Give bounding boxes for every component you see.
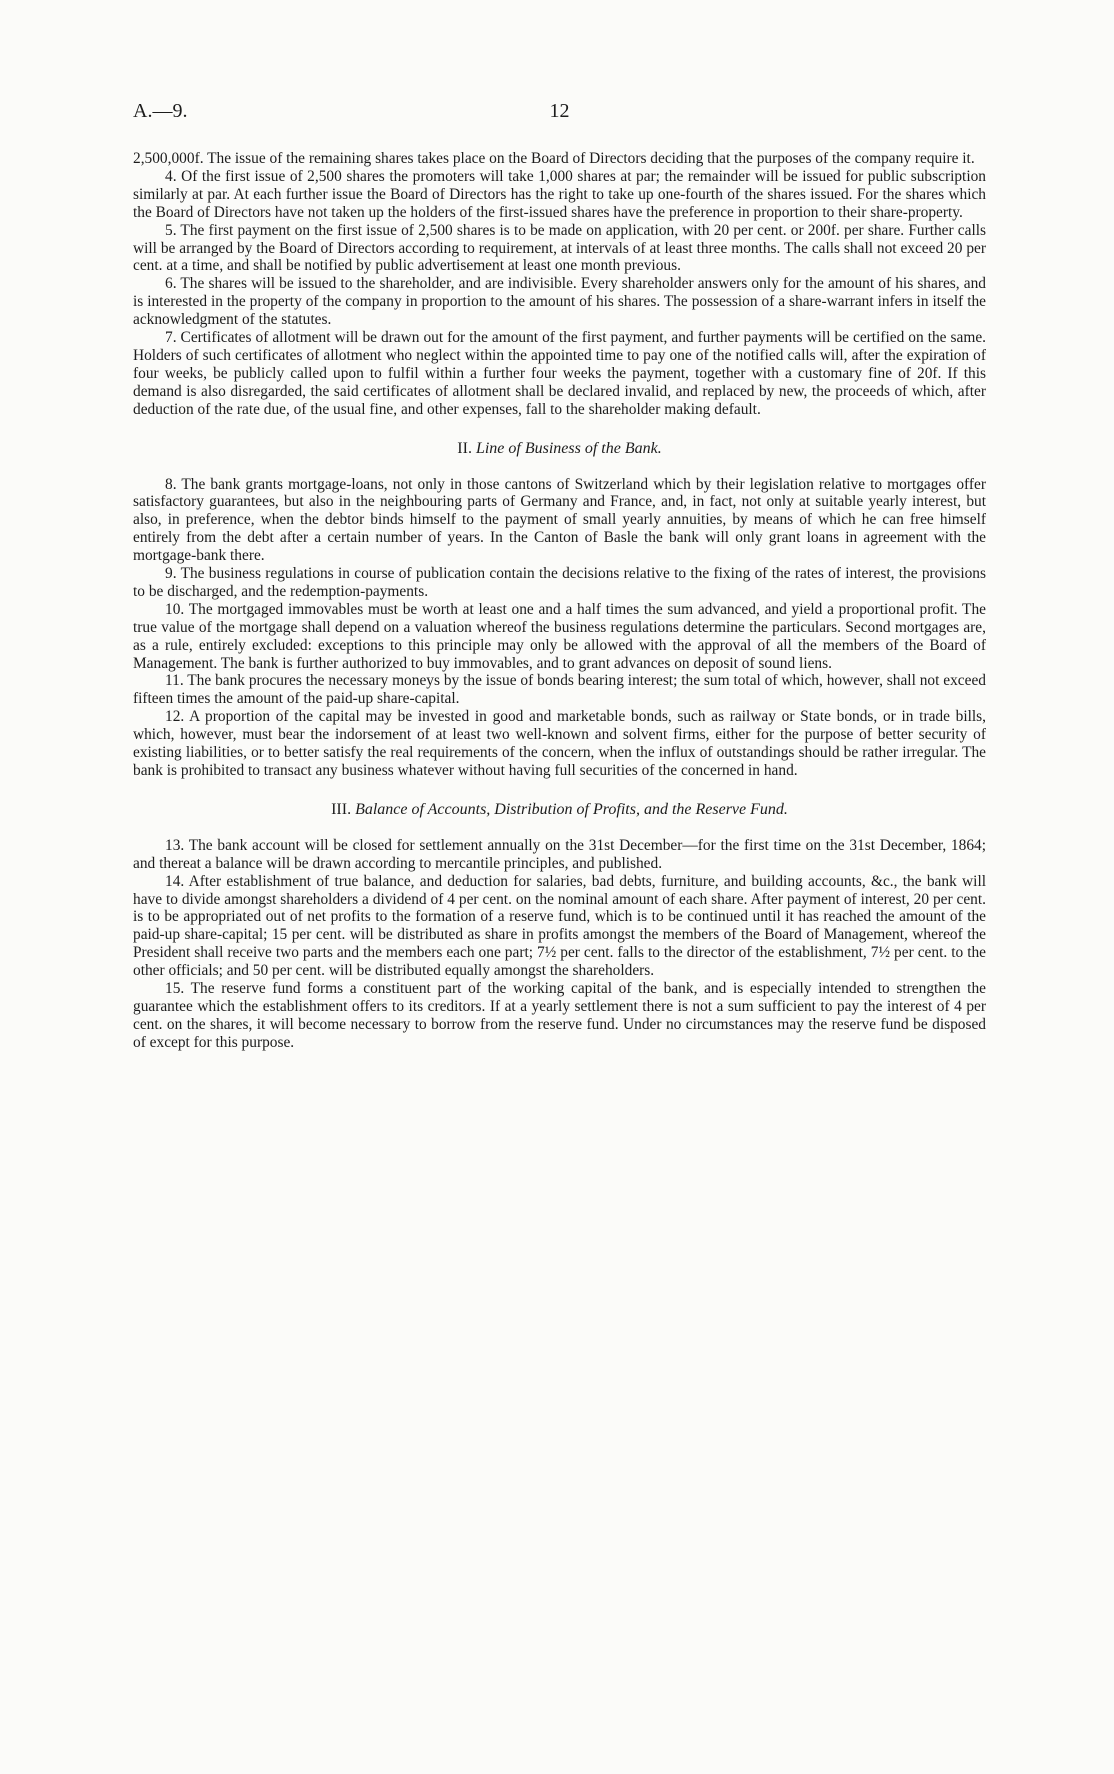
section-title: Line of Business of the Bank. — [475, 439, 662, 457]
section-numeral: II. — [457, 439, 472, 457]
section-title: Balance of Accounts, Distribution of Profits, and the Reserve Fund. — [355, 800, 788, 818]
section-heading-3 — [133, 801, 986, 819]
paragraph-6: 6. The shares will be issued to the shareholder, and are indivisible. Every shareholder answers only for the amount of his shares, and is interested in the property of the company in proportion to the amount of his shares. The possession of a share-warrant infers in itself the acknowledgment of the statutes. — [133, 275, 986, 329]
paragraph-9: 9. The business regulations in course of publication contain the decisions relative to the fixing of the rates of interest, the provisions to be discharged, and the redemption-payments. — [133, 565, 986, 600]
page-header — [133, 100, 986, 132]
paragraph-10: 10. The mortgaged immovables must be worth at least one and a half times the sum advanced, and yield a proportional profit. The true value of the mortgage shall depend on a valuation whereof the business regulations determine the particulars. Second mortgages are, as a rule, entirely excluded: exceptions to this principle may only be allowed with the approval of all the members of the Board of Management. The bank is further authorized to buy immovables, and to grant advances on deposit of sound liens. — [133, 600, 986, 672]
document-reference: A.—9. — [133, 100, 188, 122]
body-text — [133, 150, 986, 1052]
section-numeral: III. — [331, 800, 352, 818]
paragraph-12: 12. A proportion of the capital may be invested in good and marketable bonds, such as railway or State bonds, or in trade bills, which, however, must bear the indorsement of at least two well-known and solvent firms, either for the purpose of better security of existing liabilities, or to better satisfy the real requirements of the concern, when the influx of outstandings should be rather irregular. The bank is prohibited to transact any business whatever without having full securities of the concerned in hand. — [133, 708, 986, 779]
paragraph-4: 4. Of the first issue of 2,500 shares the promoters will take 1,000 shares at par; the remainder will be issued for public subscription similarly at par. At each further issue the Board of Directors has the right to take up one-fourth of the shares issued. For the shares which the Board of Directors have not taken up the holders of the first-issued shares have the preference in proportion to their share-property. — [133, 167, 986, 221]
paragraph-13: 13. The bank account will be closed for settlement annually on the 31st December—for the first time on the 31st December, 1864; and thereat a balance will be drawn according to mercantile principles, and published. — [133, 836, 986, 872]
paragraph-continued: 2,500,000f. The issue of the remaining shares takes place on the Board of Directors deciding that the purposes of the company require it. — [133, 150, 975, 167]
page-number: 12 — [549, 100, 570, 122]
paragraph-5: 5. The first payment on the first issue of 2,500 shares is to be made on application, with 20 per cent. or 200f. per share. Further calls will be arranged by the Board of Directors according to requirement, at intervals of at least three months. The calls shall not exceed 20 per cent. at a time, and shall be notified by public advertisement at least one month previous. — [133, 221, 986, 275]
paragraph-14: 14. After establishment of true balance, and deduction for salaries, bad debts, furniture, and building accounts, &c., the bank will have to divide amongst shareholders a dividend of 4 per cent. on the nominal amount of each share. After payment of interest, 20 per cent. is to be appropriated out of net profits to the formation of a reserve fund, which is to be continued until it has reached the amount of the paid-up share-capital; 15 per cent. will be distributed as share in profits amongst the members of the Board of Management, whereof the President shall receive two parts and the members each one part; 7½ per cent. falls to the director of the establishment, 7½ per cent. to the other officials; and 50 per cent. will be distributed equally amongst the shareholders. — [133, 872, 986, 980]
paragraph-8: 8. The bank grants mortgage-loans, not only in those cantons of Switzerland which by their legislation relative to mortgages offer satisfactory guarantees, but also in the neighbouring parts of Germany and France, and, in fact, not only at suitable yearly interest, but also, in preference, when the debtor binds himself to the payment of small yearly annuities, by means of which he can free himself entirely from the debt after a certain number of years. In the Canton of Basle the bank will only grant loans in agreement with the mortgage-bank there. — [133, 475, 986, 565]
paragraph-15: 15. The reserve fund forms a constituent part of the working capital of the bank, and is especially intended to strengthen the guarantee which the establishment offers to its creditors. If at a yearly settlement there is not a sum sufficient to pay the interest of 4 per cent. on the shares, it will become necessary to borrow from the reserve fund. Under no circumstances may the reserve fund be disposed of except for this purpose. — [133, 980, 986, 1051]
paragraph-7: 7. Certificates of allotment will be drawn out for the amount of the first payment, and further payments will be certified on the same. Holders of such certificates of allotment who neglect within the appointed time to pay one of the notified calls will, after the expiration of four weeks, be publicly called upon to fulfil within a further four weeks the payment, together with a customary fine of 20f. If this demand is also disregarded, the said certificates of allotment shall be declared invalid, and replaced by new, the proceeds of which, after deduction of the rate due, of the usual fine, and other expenses, fall to the shareholder making default. — [133, 329, 986, 418]
section-heading-2 — [133, 440, 986, 458]
paragraph-11: 11. The bank procures the necessary moneys by the issue of bonds bearing interest; the sum total of which, however, shall not exceed fifteen times the amount of the paid-up share-capital. — [133, 672, 986, 708]
